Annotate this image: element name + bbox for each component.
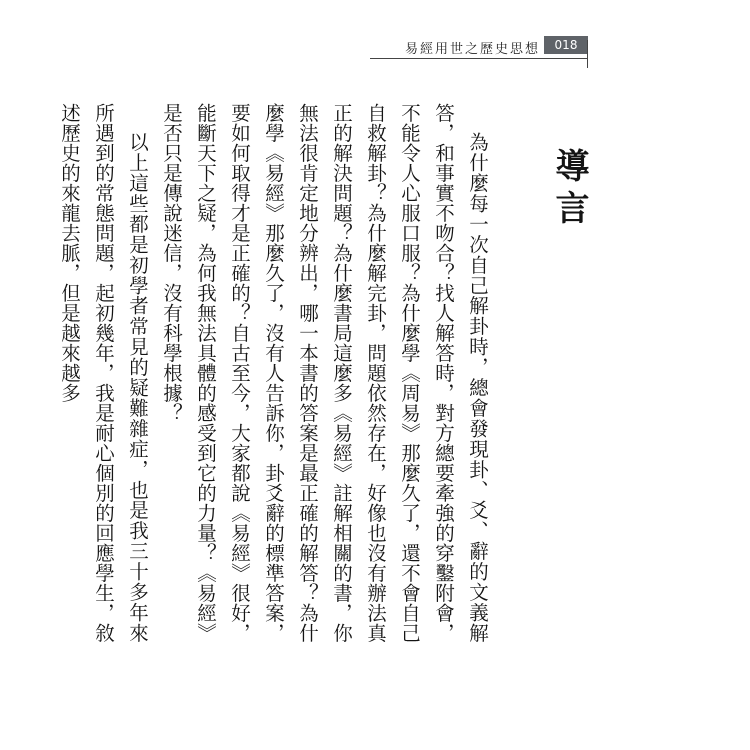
body-text-block [52, 103, 589, 643]
paragraph-1: 為什麼每一次自己解卦時，總會發現卦、爻、辭的文義解答，和事實不吻合？找人解答時，對方總要牽強的穿鑿附會，不能令人心服口服？為什麼學《周易》那麼久了，還不會自己自救解卦？為什麼解完卦，問題依然存在，好像也沒有辦法真正的解決問題？為什麼書局這麼多《易經》註解相關的書，你無法很肯定地分辨出，哪一本書的答案是最正確的解答？為什麼學《易經》那麼久了，沒有人告訴你，卦爻辭的標準答案，要如何取得才是正確的？自古至今，大家都說《易經》很好，能斷天下之疑，為何我無法具體的感受到它的力量？《易經》是否只是傳說迷信，沒有科學根據？ [160, 103, 489, 643]
page-number-badge: 018 [544, 36, 588, 54]
header-tick [587, 40, 588, 68]
running-header [370, 36, 588, 58]
header-rule [370, 58, 588, 59]
running-header-title: 易經用世之歷史思想 [404, 42, 540, 57]
paragraph-2: 以上這些都是初學者常見的疑難雜症，也是我三十多年來所遇到的常態問題，起初幾年，我是耐心個別的回應學生，敘述歷史的來龍去脈，但是越來越多 [58, 103, 149, 643]
chapter-title: 導言 [549, 148, 589, 232]
